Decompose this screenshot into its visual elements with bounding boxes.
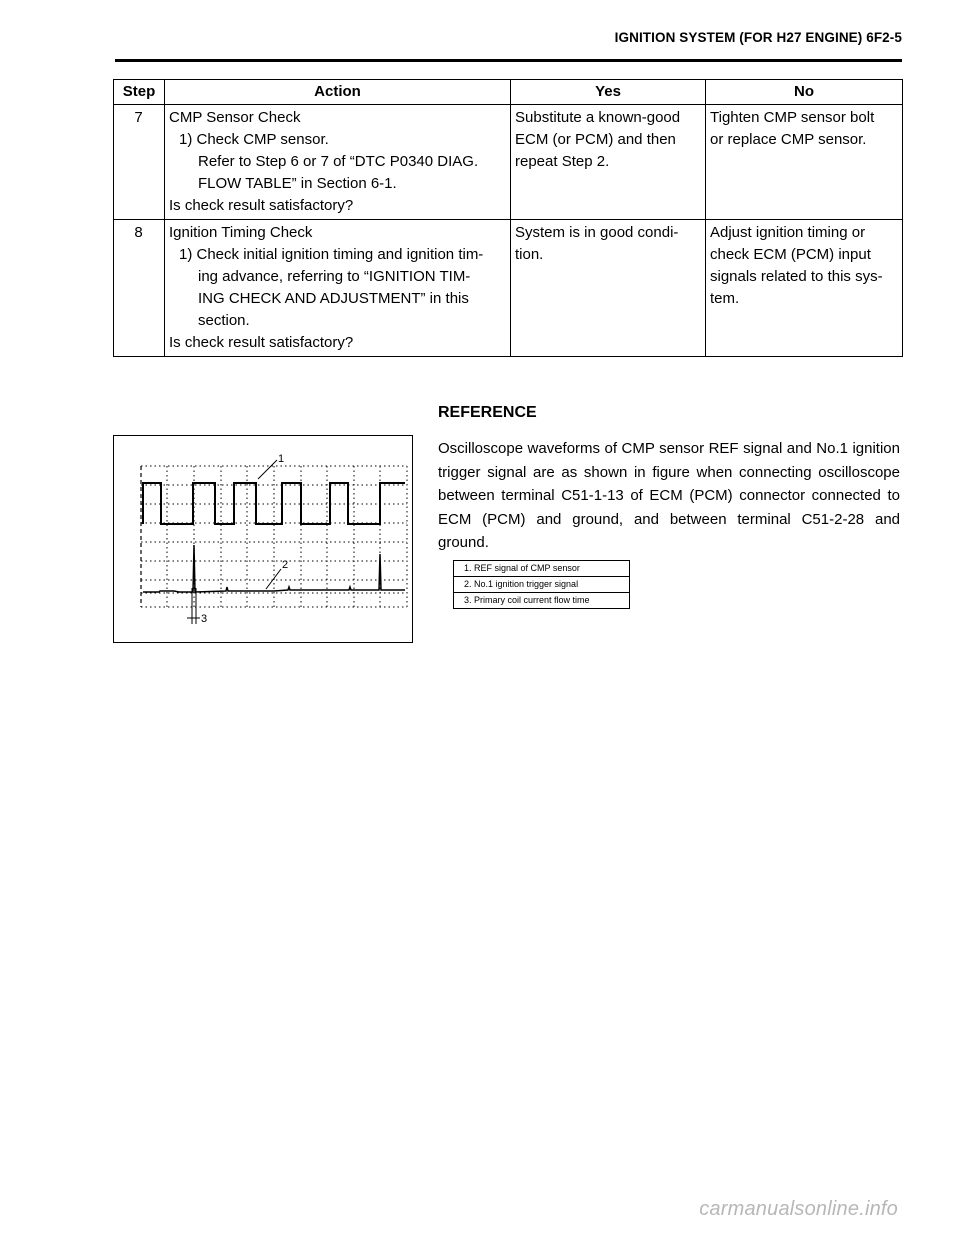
column-header-no: No	[706, 80, 903, 105]
action-substep: 1) Check initial ignition timing and ignition tim-	[179, 246, 484, 263]
yes-text: repeat Step 2.	[515, 153, 610, 170]
diagnostic-flow-table	[113, 79, 903, 357]
yes-cell	[511, 220, 706, 357]
legend-item: 2. No.1 ignition trigger signal	[454, 577, 630, 593]
no-text: or replace CMP sensor.	[710, 131, 867, 148]
action-substep-detail: section.	[198, 312, 250, 329]
oscilloscope-waveform-diagram	[114, 436, 414, 644]
action-title: CMP Sensor Check	[169, 109, 301, 126]
no-text: signals related to this sys-	[710, 268, 883, 285]
no-text: Tighten CMP sensor bolt	[710, 109, 875, 126]
step-number: 8	[114, 220, 165, 357]
table-row	[114, 220, 903, 357]
action-substep-detail: Refer to Step 6 or 7 of “DTC P0340 DIAG.	[198, 153, 479, 170]
reference-paragraph: Oscilloscope waveforms of CMP sensor REF signal and No.1 ignition trigger signal are as shown in figure when connecting oscilloscope between terminal C51-1-13 of ECM (PCM) connector connected to ECM (PCM) and ground, and between terminal C51-2-28 and ground.	[438, 440, 900, 551]
table-header-row	[114, 80, 903, 105]
action-question: Is check result satisfactory?	[169, 197, 354, 214]
no-cell	[706, 220, 903, 357]
action-question: Is check result satisfactory?	[169, 334, 354, 351]
page-header-title: IGNITION SYSTEM (FOR H27 ENGINE) 6F2-5	[614, 30, 902, 45]
yes-text: Substitute a known-good	[515, 109, 681, 126]
action-substep-detail: ING CHECK AND ADJUSTMENT” in this	[198, 290, 469, 307]
no-text: check ECM (PCM) input	[710, 246, 871, 263]
legend-item: 1. REF signal of CMP sensor	[454, 561, 630, 577]
step-number: 7	[114, 105, 165, 220]
action-cell	[165, 220, 511, 357]
action-substep-detail: ing advance, referring to “IGNITION TIM-	[198, 268, 471, 285]
yes-cell	[511, 105, 706, 220]
yes-text: System is in good condi-	[515, 224, 679, 241]
no-text: tem.	[710, 290, 740, 307]
column-header-yes: Yes	[511, 80, 706, 105]
no-cell	[706, 105, 903, 220]
header-rule	[115, 59, 902, 62]
yes-text: tion.	[515, 246, 544, 263]
yes-text: ECM (or PCM) and then	[515, 131, 676, 148]
table-row	[114, 105, 903, 220]
column-header-action: Action	[165, 80, 511, 105]
legend-item: 3. Primary coil current flow time	[454, 593, 630, 609]
callout-2-label: 2	[282, 559, 289, 571]
figure-legend	[453, 560, 630, 609]
action-substep: 1) Check CMP sensor.	[179, 131, 329, 148]
legend-row	[454, 561, 630, 577]
oscilloscope-grid	[141, 466, 407, 607]
action-substep-detail: FLOW TABLE” in Section 6-1.	[198, 175, 397, 192]
legend-row	[454, 593, 630, 609]
callout-3-label: 3	[201, 613, 208, 625]
no-text: Adjust ignition timing or	[710, 224, 866, 241]
callout-1-label: 1	[278, 453, 285, 465]
oscilloscope-figure	[113, 435, 413, 643]
reference-heading: REFERENCE	[438, 404, 537, 421]
watermark-text: carmanualsonline.info	[699, 1198, 898, 1220]
action-cell	[165, 105, 511, 220]
legend-row	[454, 577, 630, 593]
column-header-step: Step	[114, 80, 165, 105]
action-title: Ignition Timing Check	[169, 224, 313, 241]
